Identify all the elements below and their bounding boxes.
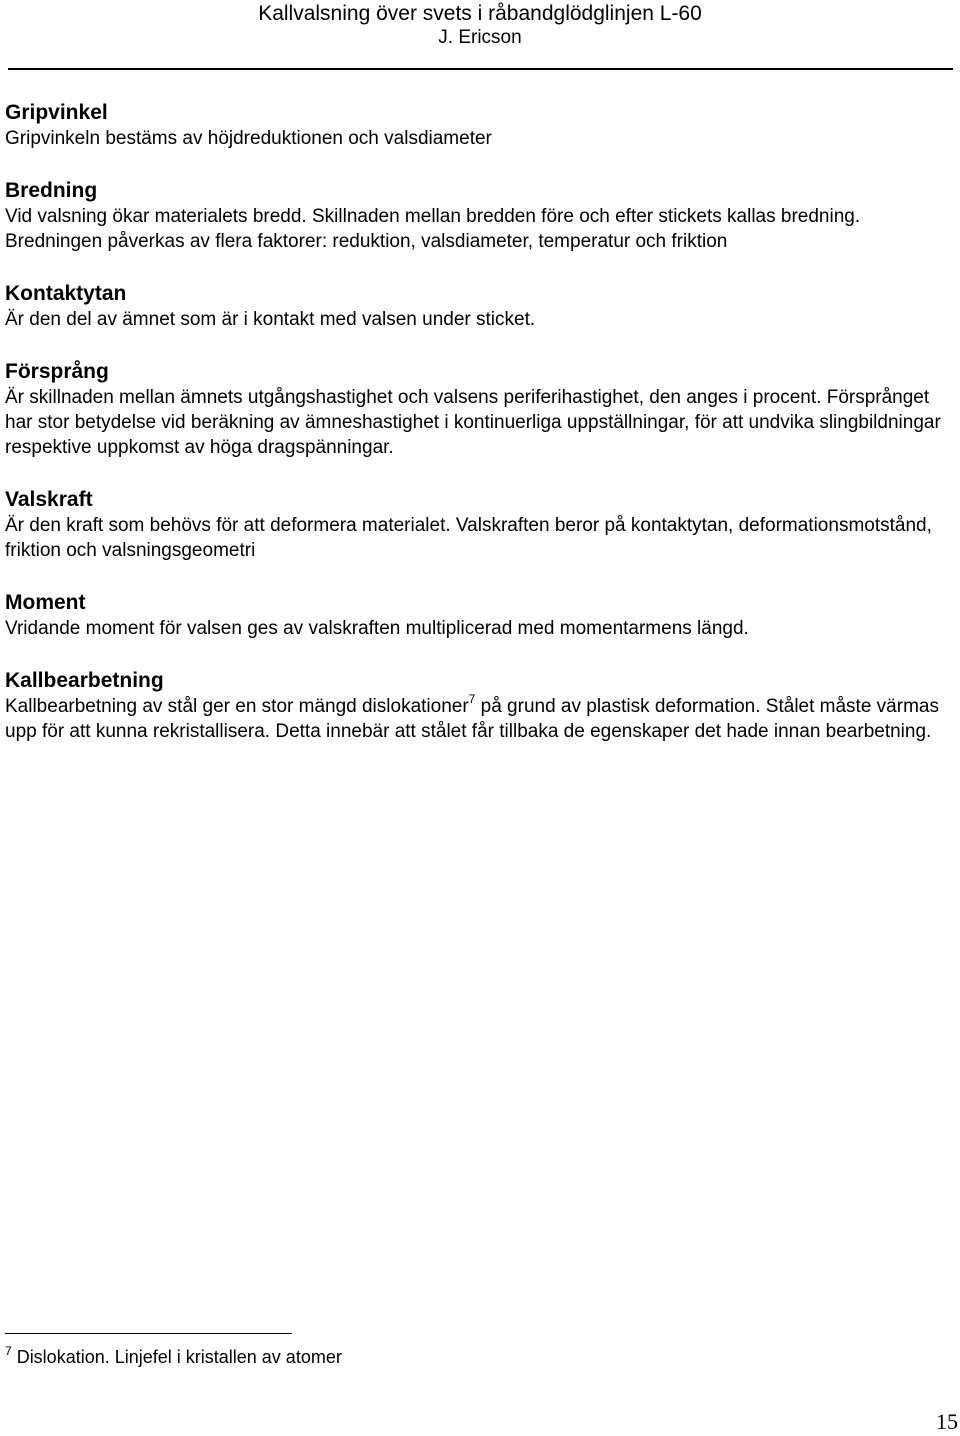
body-text-before-ref: Kallbearbetning av stål ger en stor mängd dislokationer — [5, 696, 469, 717]
section-bredning — [5, 178, 950, 254]
main-content — [5, 100, 950, 744]
section-forsprang — [5, 359, 950, 460]
section-kallbearbetning — [5, 668, 950, 744]
section-moment — [5, 590, 950, 641]
section-heading: Försprång — [5, 360, 109, 383]
section-valskraft — [5, 487, 950, 563]
footnote-text: Dislokation. Linjefel i kristallen av atomer — [11, 1347, 342, 1367]
section-body: Är skillnaden mellan ämnets utgångshastighet och valsens periferihastighet, den anges i procent. Försprånget har stor betydelse vid beräkning av ämneshastighet i kontinuerliga uppställningar, för att undvika slingbildningar respektive uppkomst av höga dragspänningar. — [5, 387, 941, 458]
section-heading: Gripvinkel — [5, 101, 108, 124]
section-body: Vid valsning ökar materialets bredd. Skillnaden mellan bredden före och efter stickets kallas bredning. Bredningen påverkas av flera faktorer: reduktion, valsdiameter, temperatur och friktion — [5, 206, 861, 252]
section-heading: Kontaktytan — [5, 282, 127, 305]
section-heading: Bredning — [5, 179, 98, 202]
section-heading: Valskraft — [5, 488, 93, 511]
section-body: Gripvinkeln bestäms av höjdreduktionen och valsdiameter — [5, 128, 492, 149]
footnote-marker: 7 — [5, 1344, 12, 1358]
footnote — [5, 1345, 342, 1369]
section-heading: Moment — [5, 591, 86, 614]
page-number: 15 — [936, 1409, 958, 1434]
body-text-after-ref: på grund av plastisk deformation. Stålet måste värmas upp för att kunna rekristallisera. Detta innebär att stålet får tillbaka de egenskaper det hade innan bearbetning. — [5, 696, 939, 742]
footnote-reference: 7 — [468, 692, 476, 706]
header-divider — [8, 68, 953, 70]
section-body: Är den del av ämnet som är i kontakt med valsen under sticket. — [5, 309, 536, 330]
section-body — [5, 694, 950, 744]
section-body: Vridande moment för valsen ges av valskraften multiplicerad med momentarmens längd. — [5, 618, 749, 639]
document-author: J. Ericson — [438, 27, 522, 48]
section-gripvinkel — [5, 100, 950, 151]
section-kontaktytan — [5, 281, 950, 332]
document-title: Kallvalsning över svets i råbandglödglinjen L-60 — [258, 2, 702, 25]
footnote-divider — [5, 1333, 292, 1334]
section-heading: Kallbearbetning — [5, 669, 164, 692]
section-body: Är den kraft som behövs för att deformera materialet. Valskraften beror på kontaktytan, deformationsmotstånd, friktion och valsningsgeometri — [5, 515, 932, 561]
